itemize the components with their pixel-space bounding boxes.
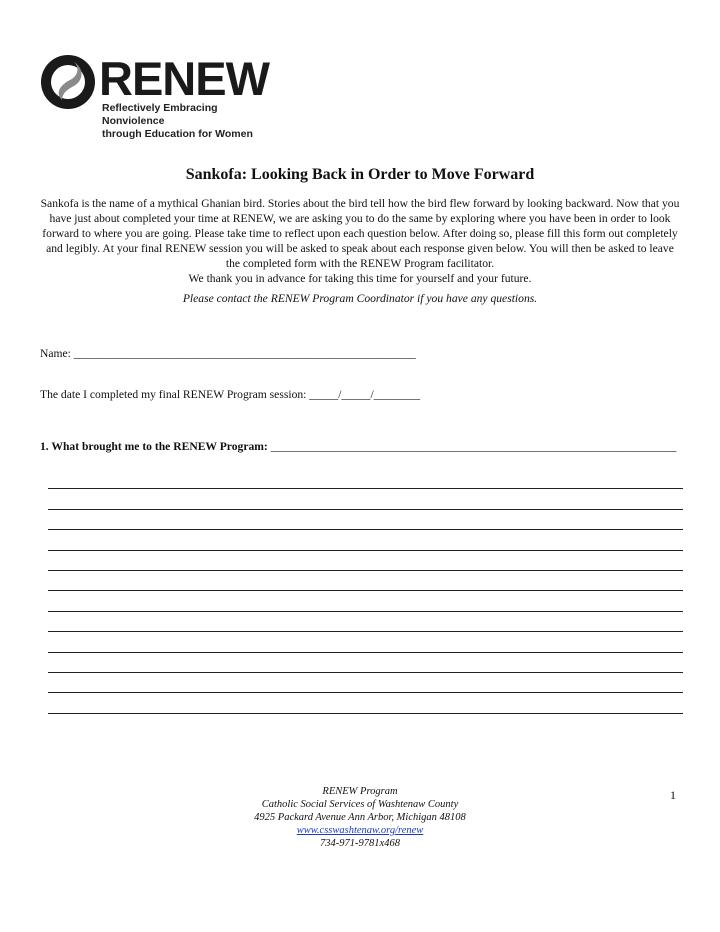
answer-line[interactable] [48, 653, 683, 673]
logo-tagline [102, 102, 280, 141]
logo-wordmark: RENEW [99, 52, 269, 105]
answer-line[interactable] [48, 591, 683, 611]
swirl-logo-icon [40, 52, 98, 112]
answer-lines[interactable] [48, 469, 683, 714]
date-field[interactable]: The date I completed my final RENEW Program session: _____/_____/________ [40, 388, 421, 401]
page-number: 1 [670, 788, 676, 802]
answer-line[interactable] [48, 530, 683, 550]
question-1 [40, 440, 684, 453]
footer-agency: Catholic Social Services of Washtenaw County [261, 799, 459, 810]
answer-line[interactable] [48, 510, 683, 530]
question-1-label: 1. What brought me to the RENEW Program: [40, 440, 268, 453]
footer-org: RENEW Program [322, 786, 398, 797]
answer-line[interactable] [48, 571, 683, 591]
answer-line[interactable] [48, 469, 683, 489]
answer-line[interactable] [48, 489, 683, 509]
footer-phone: 734-971-9781x468 [320, 838, 400, 849]
intro-paragraph: Sankofa is the name of a mythical Ghanian bird. Stories about the bird tell how the bird flew forward by looking backward. Now that you have just about completed your time at RENEW, we are asking you to do the same by exploring where you have been in order to look forward to where you are going. Please take time to reflect upon each question below. After doing so, please fill this form out completely and legibly. At your final RENEW session you will be asked to speak about each response given below. You will then be asked to leave the completed form with the RENEW Program facilitator. [40, 197, 680, 270]
footer-website-link[interactable]: www.csswashtenaw.org/renew [296, 825, 424, 836]
logo-tagline-line2: through Education for Women [102, 128, 253, 140]
intro-text [40, 196, 680, 286]
thanks-line: We thank you in advance for taking this time for yourself and your future. [188, 272, 532, 285]
footer-address: 4925 Packard Avenue Ann Arbor, Michigan 48108 [254, 812, 466, 823]
logo-tagline-line1: Reflectively Embracing Nonviolence [102, 102, 218, 127]
answer-line[interactable] [48, 612, 683, 632]
answer-line[interactable] [48, 673, 683, 693]
name-field[interactable]: Name: ___________________________________________________________ [40, 347, 416, 360]
contact-note: Please contact the RENEW Program Coordinator if you have any questions. [182, 292, 538, 305]
page-title: Sankofa: Looking Back in Order to Move Forward [185, 166, 535, 183]
answer-line[interactable] [48, 551, 683, 571]
answer-line[interactable] [48, 693, 683, 713]
answer-line[interactable] [48, 632, 683, 652]
question-1-blank[interactable]: ______________________________________________________________________ [267, 440, 677, 453]
footer [0, 785, 720, 850]
renew-logo [40, 52, 280, 140]
